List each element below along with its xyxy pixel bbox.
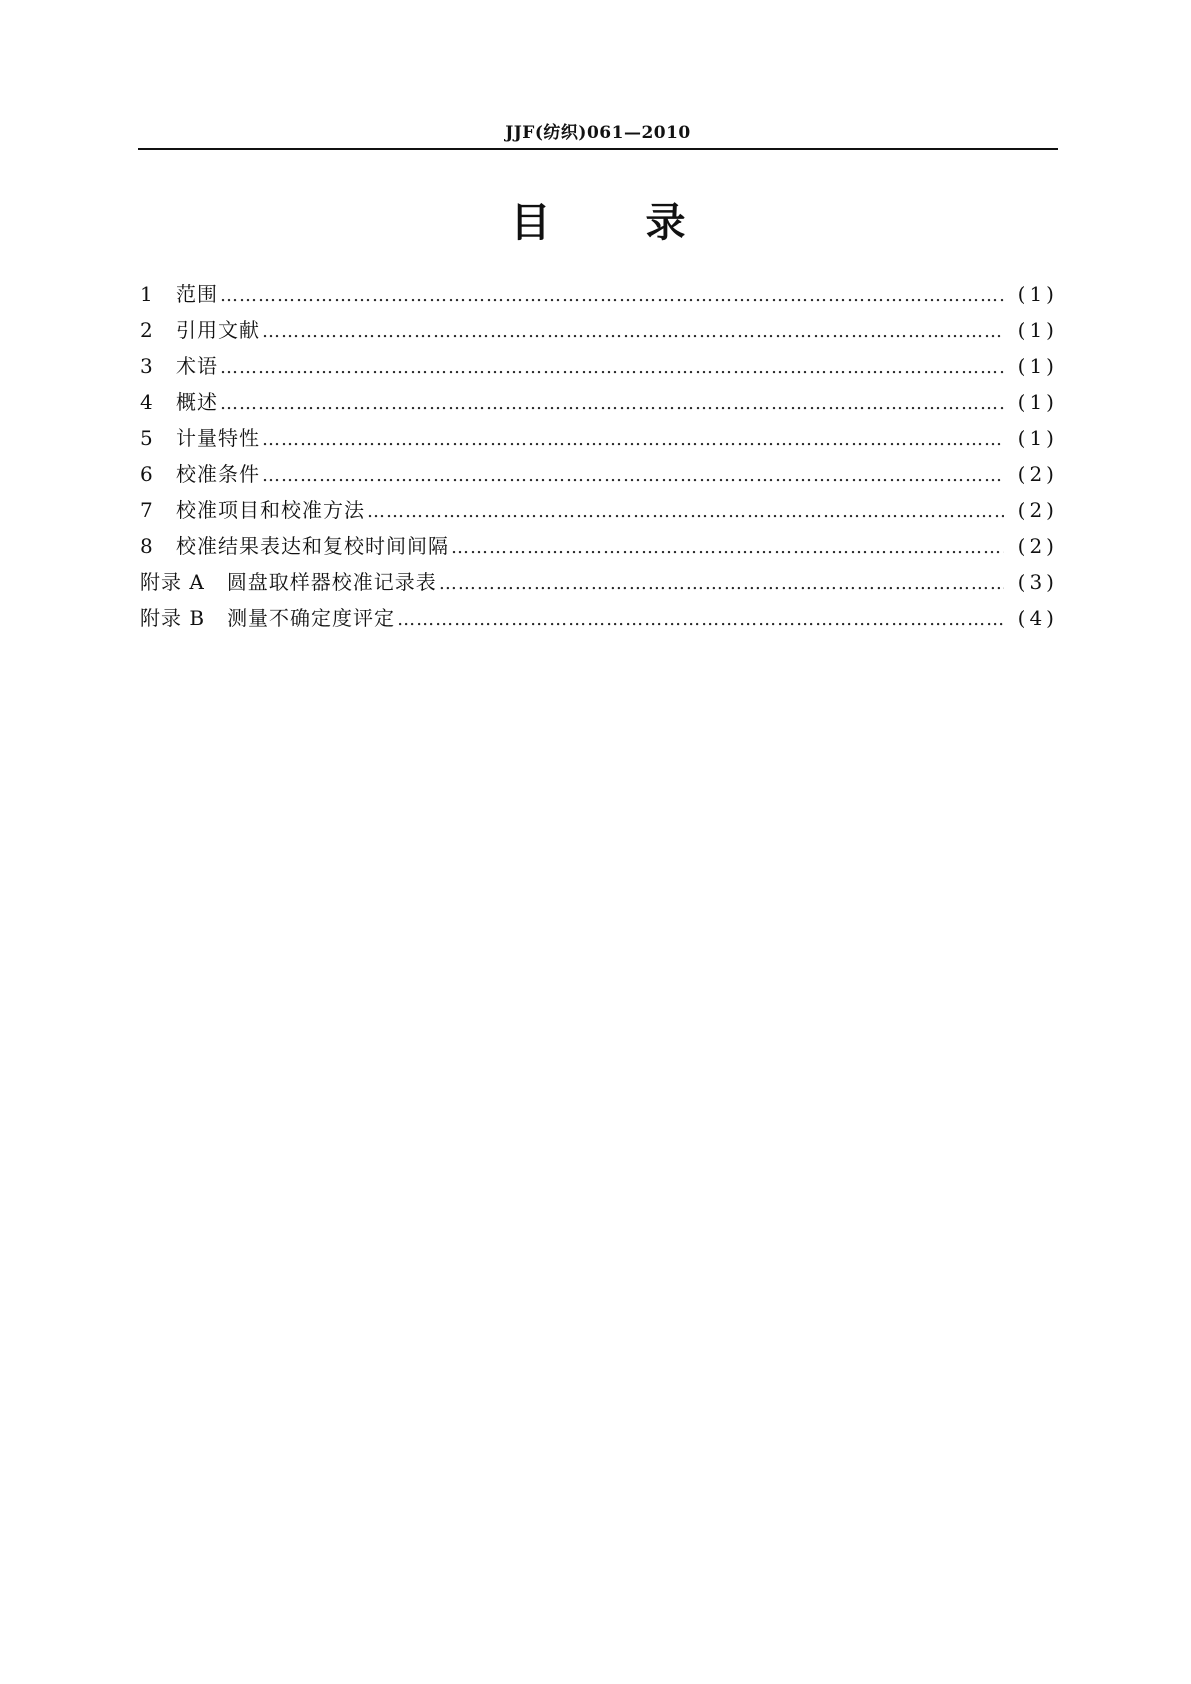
toc-entry-page: (4): [1017, 606, 1058, 630]
toc-entry-label: 术语: [176, 354, 218, 378]
toc-entry-calibration-items-methods[interactable]: [140, 492, 1058, 528]
toc-leader-dots: [220, 386, 1004, 422]
toc-leader-dots: [397, 602, 1004, 638]
toc-title-char-1: 目: [510, 200, 551, 246]
toc-leader-dots: [451, 530, 1004, 566]
toc-entry-number: 7: [140, 498, 153, 522]
toc-appendix-id: 附录 A: [140, 570, 205, 594]
toc-leader-dots: [262, 314, 1004, 350]
table-of-contents: [140, 276, 1058, 636]
toc-entry-page: (2): [1017, 462, 1058, 486]
toc-entry-label: 范围: [176, 282, 218, 306]
toc-leader-dots: [262, 458, 1004, 494]
toc-entry-number: 1: [140, 282, 153, 306]
toc-entry-number: 2: [140, 318, 153, 342]
toc-leader-dots: [367, 494, 1004, 530]
toc-entry-label: 校准结果表达和复校时间间隔: [176, 534, 449, 558]
toc-leader-dots: [220, 278, 1004, 314]
toc-entry-page: (1): [1017, 282, 1058, 306]
toc-entry-results-recalibration-interval[interactable]: [140, 528, 1058, 564]
toc-entry-page: (1): [1017, 390, 1058, 414]
toc-entry-terms[interactable]: [140, 348, 1058, 384]
toc-entry-references[interactable]: [140, 312, 1058, 348]
toc-entry-metrological-characteristics[interactable]: [140, 420, 1058, 456]
toc-leader-dots: [262, 422, 1004, 458]
toc-entry-calibration-conditions[interactable]: [140, 456, 1058, 492]
toc-entry-overview[interactable]: [140, 384, 1058, 420]
toc-entry-appendix-b[interactable]: [140, 600, 1058, 636]
toc-entry-label: 测量不确定度评定: [227, 606, 396, 630]
toc-entry-appendix-a[interactable]: [140, 564, 1058, 600]
toc-entry-number: 3: [140, 354, 153, 378]
toc-appendix-id: 附录 B: [140, 606, 206, 630]
toc-entry-page: (2): [1017, 534, 1058, 558]
toc-entry-number: 8: [140, 534, 153, 558]
toc-entry-label: 计量特性: [176, 426, 260, 450]
toc-leader-dots: [439, 566, 1004, 602]
header-divider: [138, 148, 1058, 150]
toc-title-char-2: 录: [645, 200, 686, 246]
toc-entry-label: 校准项目和校准方法: [176, 498, 365, 522]
toc-entry-label: 概述: [176, 390, 218, 414]
toc-entry-scope[interactable]: [140, 276, 1058, 312]
toc-entry-number: 6: [140, 462, 153, 486]
toc-entry-label: 校准条件: [176, 462, 260, 486]
toc-entry-page: (3): [1017, 570, 1058, 594]
toc-entry-page: (1): [1017, 426, 1058, 450]
toc-entry-number: 4: [140, 390, 153, 414]
toc-entry-label: 引用文献: [176, 318, 260, 342]
toc-entry-page: (1): [1017, 354, 1058, 378]
toc-entry-number: 5: [140, 426, 153, 450]
toc-leader-dots: [220, 350, 1004, 386]
toc-entry-page: (1): [1017, 318, 1058, 342]
document-code-header: JJF(纺织)061—2010: [505, 123, 691, 143]
toc-entry-label: 圆盘取样器校准记录表: [226, 570, 437, 594]
toc-title: [138, 195, 1058, 251]
toc-entry-page: (2): [1017, 498, 1058, 522]
